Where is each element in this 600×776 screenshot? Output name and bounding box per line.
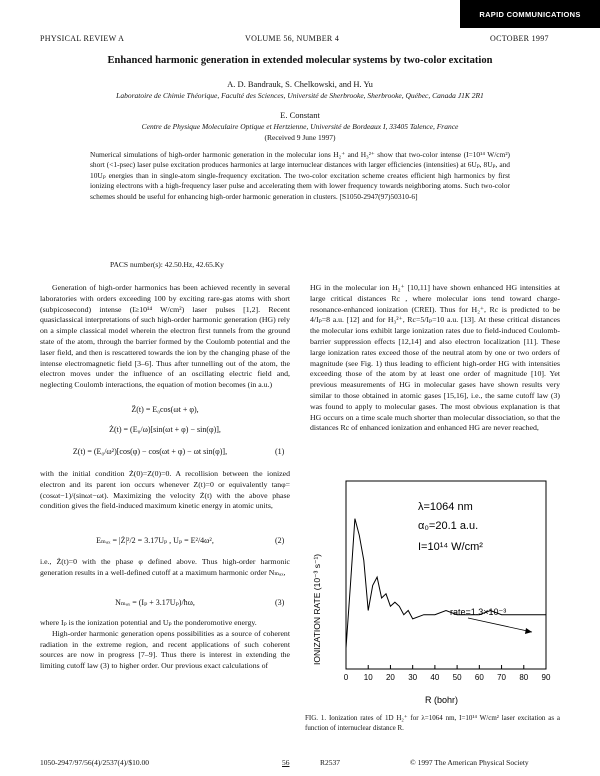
- annotation-arrow: [468, 618, 532, 632]
- recollision-paragraph: with the initial condition Ż(0)=Z(0)=0. A recollision between the ionized electron and its parent ion occurs whenever Z(t)=0 or equivalently tanφ=(cosωt−1)/(sinωt−ωt). Maximizing the velocity Ż(t) with the above phase condition gives the field-induced maximum kinetic energy in atomic units,: [40, 469, 290, 511]
- footer-volume: 56: [282, 758, 290, 767]
- footer-code: 1050-2947/97/56(4)/2537(4)/$10.00: [40, 758, 149, 767]
- applications-paragraph: High-order harmonic generation opens possibilities as a source of coherent radiation in the extreme region, and recent applications of such coherent sources are now in progress [7–9]. Thus there is interest in extending the limiting cutoff law (3) to higher order. Our previous exact calculations of: [40, 628, 290, 671]
- x-tick-label: 30: [408, 673, 418, 682]
- equation-1c: Z(t) = (E₀/ω²)[cos(φ) − cos(ωt + φ) − ωt sin(φ)],: [72, 447, 228, 456]
- affiliation-2: Centre de Physique Moleculaire Optique et Hertzienne, Université de Bordeaux I, 33405 Talence, France: [141, 122, 459, 131]
- rate-annotation: rate=1.3×10⁻³: [450, 607, 507, 617]
- figure-1-chart: [300, 475, 560, 710]
- equation-1b: Ż(t) = (E₀/ω)[sin(ωt + φ) − sin(φ)],: [109, 425, 221, 434]
- issue-date: OCTOBER 1997: [490, 34, 549, 43]
- x-tick-label: 0: [343, 673, 349, 682]
- left-paragraph-2: [40, 469, 290, 512]
- x-tick-label: 20: [385, 673, 395, 682]
- x-tick-label: 50: [452, 673, 462, 682]
- ponderomotive-paragraph: where Iₚ is the ionization potential and Uₚ the ponderomotive energy.: [40, 618, 257, 627]
- x-tick-label: 80: [519, 673, 529, 682]
- equation-2: Eₘₐₓ = |Ż|²/2 = 3.17Uₚ , Uₚ = E²/4ω²,: [96, 536, 214, 545]
- equation-3: Nₘₐₓ = (Iₚ + 3.17Uₚ)/ħω,: [115, 598, 195, 607]
- x-axis-label: R (bohr): [425, 695, 459, 705]
- authors-group-2: E. Constant: [280, 110, 320, 120]
- equation-1a: Z̈(t) = E₀cos(ωt + φ),: [131, 405, 199, 414]
- authors-group-1: A. D. Bandrauk, S. Chelkowski, and H. Yu: [227, 79, 373, 89]
- journal-name: PHYSICAL REVIEW A: [40, 34, 125, 43]
- x-tick-label: 70: [497, 673, 507, 682]
- equation-3-number: (3): [275, 598, 285, 607]
- left-paragraph-3: [40, 557, 290, 579]
- molecular-hg-paragraph: HG in the molecular ion H₂⁺ [10,11] have shown enhanced HG intensities at large critical distances Rc , where molecular ions tend toward charge-resonance-enhanced ionization (CREI). Thus for H₂⁺, Rc is predicted to be 4/Iₚ=8 a.u. [12] and for H₃²⁺, Rc=5/Iₚ=10 a.u. [13]. At these critical distances the molecular ions exhibit large ionization rates due to field-induced Coulomb-barrier suppression effects [12,14] and also electron localization [11]. These large ionization rates exceed those of the neutral atom by one or two orders of magnitude (see Fig. 1) thus leading to efficient high-order HG with intensities exceeding those of the atom by at least one order of magnitude [10]. Yet previous measurements of HG in molecular gases have shown results very similar to those obtained in atomic gases [15,16], i.e., the same cutoff law (3) was found to apply to molecular gases. The most obvious explanation is that HG occurs on a time scale much shorter than molecular dissociation, so that the distances Rc of enhanced ionization and enhanced HG are never reached,: [310, 283, 560, 433]
- abstract: Numerical simulations of high-order harmonic generation in the molecular ions H₂⁺ and H₃²⁺ show that two-color intense (I=10¹⁴ W/cm²) short (<1-psec) laser pulse excitation produces harmonics at large internuclear distances with larger efficiencies (intensities) at 6Uₚ, 8Uₚ, and 10Uₚ energies than in single-atom single-frequency excitation. The two-color excitation scheme creates efficient high harmonics by first ionizing electrons with a high-frequency laser pulse and accelerating them with lower frequency towards neighboring atoms. Such two-color schemes should be useful for enhancing high-order harmonic generation in clusters. [S1050-2947(97)50310-6]: [90, 150, 510, 201]
- arrow-head: [525, 628, 532, 634]
- legend-alpha: α₀=20.1 a.u.: [418, 520, 479, 532]
- legend-wavelength: λ=1064 nm: [418, 501, 473, 513]
- figure-caption: FIG. 1. Ionization rates of 1D H₂⁺ for λ=1064 nm, I=10¹⁴ W/cm² laser excitation as a function of internuclear distance R.: [305, 714, 560, 732]
- left-paragraph-4: [40, 618, 290, 672]
- x-ticks: [344, 665, 551, 682]
- footer-copyright: © 1997 The American Physical Society: [410, 758, 529, 767]
- x-tick-label: 60: [474, 673, 484, 682]
- equation-1-number: (1): [275, 447, 285, 456]
- x-tick-label: 10: [363, 673, 373, 682]
- y-axis-label: IONIZATION RATE (10⁻³ s⁻¹): [312, 553, 322, 665]
- right-paragraph-1: [310, 283, 560, 434]
- intro-paragraph: Generation of high-order harmonics has been achieved recently in several laboratories with orders exceeding 100 by exciting rare-gas atoms with short (subpicosecond) intense (I≥10¹⁴ W/cm²) laser pulses [1,2]. Recent quasiclassical interpretations of such high-order harmonic generation (HG) rely on a simple classical model wherein the electron first tunnels from the ground state of the atom, through the barrier formed by the Coulomb potential and the laser field, and then is rescattered towards the ion by the changing phase of the intense electromagnetic field [3–6]. Thus after tunnelling out of the atom, the electron moves under the influence of an oscillating electric field and, neglecting Coulomb interactions, the equation of motion becomes (in a.u.): [40, 283, 290, 390]
- paper-title: Enhanced harmonic generation in extended molecular systems by two-color excitation: [107, 55, 493, 66]
- left-paragraph-1: [40, 283, 290, 391]
- x-tick-label: 90: [541, 673, 551, 682]
- x-tick-label: 40: [430, 673, 440, 682]
- pacs-numbers: PACS number(s): 42.50.Hz, 42.65.Ky: [110, 260, 224, 269]
- cutoff-paragraph: i.e., Z̈(t)=0 with the phase φ defined above. Thus high-order harmonic generation results in a well-defined cutoff at a maximum harmonic order Nₘₐₓ,: [40, 557, 290, 577]
- footer-page: R2537: [320, 758, 341, 767]
- equation-2-number: (2): [275, 536, 285, 545]
- affiliation-1: Laboratoire de Chimie Théorique, Faculté des Sciences, Université de Sherbrooke, Sherbrooke, Québec, Canada J1K 2R1: [116, 91, 484, 100]
- received-date: (Received 9 June 1997): [264, 133, 336, 142]
- rapid-communications-banner: RAPID COMMUNICATIONS: [460, 0, 600, 28]
- legend-intensity: I=10¹⁴ W/cm²: [418, 541, 483, 553]
- volume-number: VOLUME 56, NUMBER 4: [245, 34, 340, 43]
